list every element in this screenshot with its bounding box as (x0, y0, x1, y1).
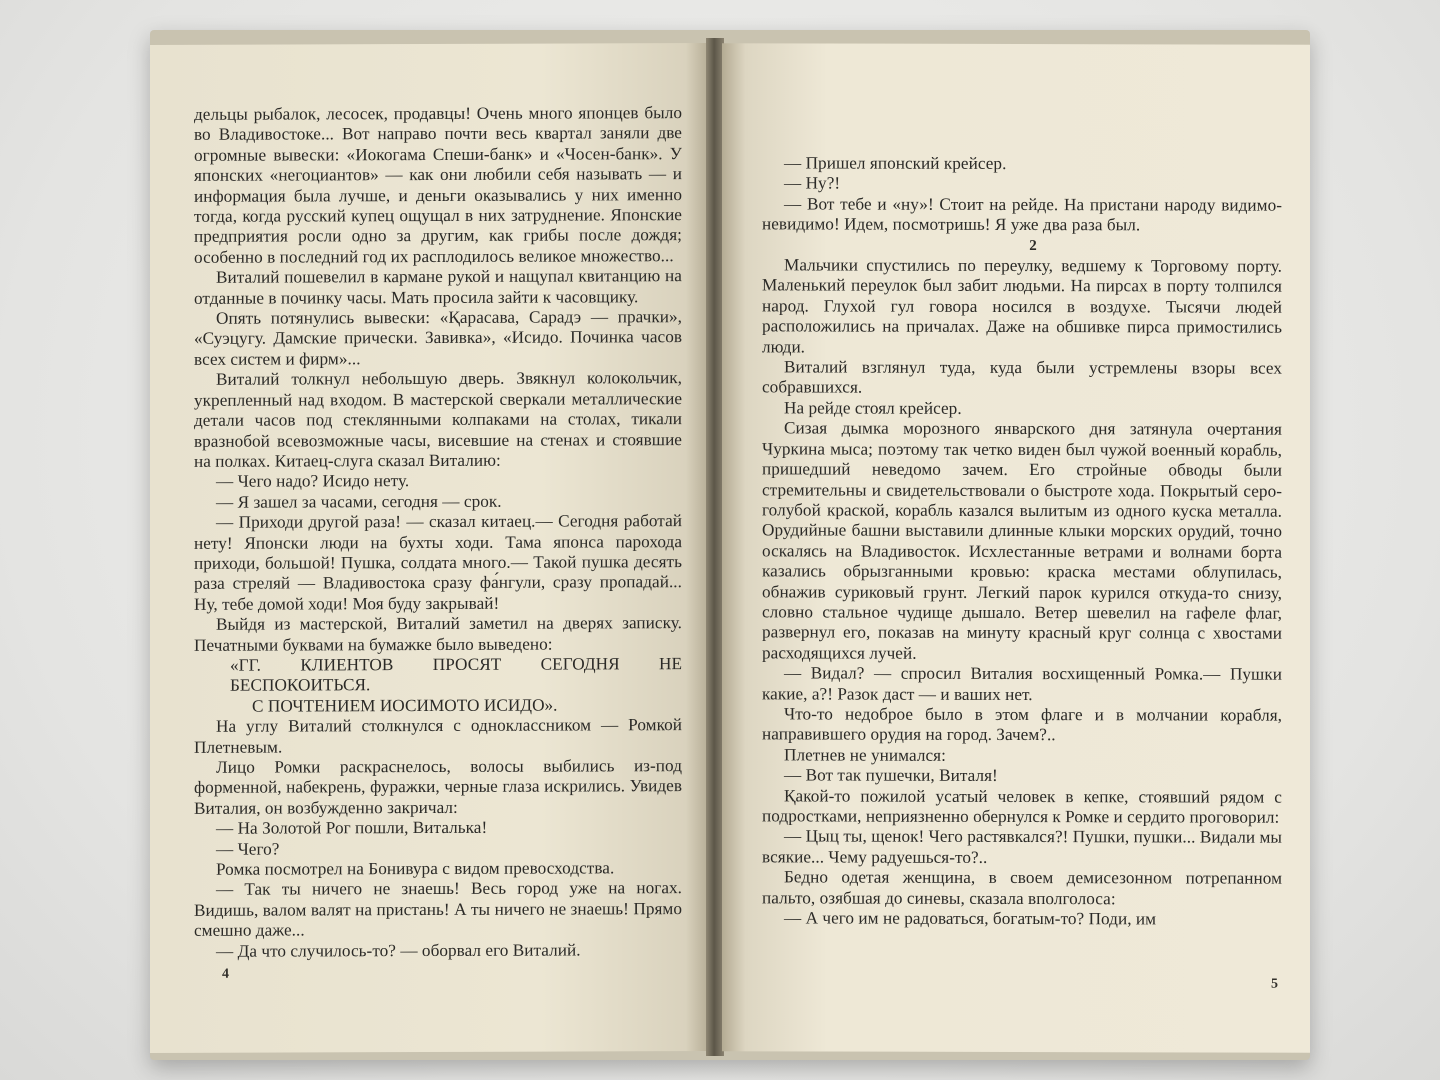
paragraph: — Да что случилось-то? — оборвал его Виталий. (216, 940, 581, 961)
paragraph: Выйдя из мастерской, Виталий заметил на дверях записку. Печатными буквами на бумажке было выведено: (194, 613, 682, 655)
page-number: 5 (1271, 976, 1278, 992)
paragraph: — На Золотой Рог пошли, Виталька! (216, 818, 488, 838)
paragraph: Бедно одетая женщина, в своем демисезонном потрепанном пальто, озябшая до синевы, сказала вполголоса: (762, 867, 1282, 908)
page-number: 4 (222, 966, 229, 982)
right-page-text (762, 153, 1282, 930)
paragraph: На рейде стоял крейсер. (784, 398, 962, 418)
notice-line: «ГГ. КЛИЕНТОВ ПРОСЯТ СЕГОДНЯ НЕ БЕСПОКОИТЬСЯ. (230, 654, 682, 696)
chapter-number: 2 (1029, 237, 1037, 254)
paragraph: Виталий толкнул небольшую дверь. Звякнул колокольчик, укрепленный над входом. В мастерской сверкали металлические детали часов под стеклянными колпаками на столах, тикали вразнобой всевозможные часы, висевшие на стенах и стоявшие на полках. Китаец-слуга сказал Виталию: (194, 368, 682, 471)
notice-line: С ПОЧТЕНИЕМ ИОСИМОТО ИСИДО». (252, 695, 558, 716)
paragraph: — Приходи другой раза! — сказал китаец.— Сегодня работай нету! Японски люди на бухты ходи. Тама японса парохода приходи, большой! Пушка, солдата много.— Такой пушка десять раза стреляй — Владивостока сразу фа́нгули, сразу пропадай... Ну, тебе домой ходи! Моя буду закрывай! (194, 511, 682, 614)
paragraph: — Так ты ничего не знаешь! Весь город уже на ногах. Видишь, валом валят на пристань! А ты ничего не знаешь! Прямо смешно даже... (194, 878, 682, 941)
paragraph: Виталий взглянул туда, куда были устремлены взоры всех собравшихся. (762, 357, 1282, 398)
paragraph: — Я зашел за часами, сегодня — срок. (216, 491, 502, 512)
paragraph: Мальчики спустились по переулку, ведшему к Торговому порту. Маленький переулок был забит людьми. На пирсах в порту толпился народ. Глухой гул говора носился в воздухе. Тысячи людей расположились на причалах. Даже на обшивке пирса примостились люди. (762, 255, 1282, 357)
paragraph: Сизая дымка морозного январского дня затянула очертания Чуркина мыса; поэтому так четко виден был чужой военный корабль, пришедший неведомо зачем. Его стройные обводы были стремительны и свидетельствовали о быстроте хода. Покрытый серо-голубой краской, корабль казался вылитым из одного куска металла. Орудийные башни выставили длинные клыки морских орудий, точно оскалясь на Владивосток. Исхлестанные ветрами и волнами борта казались обрызганными кровью: краска местами облупилась, обнажив суриковый грунт. Легкий парок курился откуда-то снизу, словно стальное чудище дышало. Ветер шевелил на гафеле флаг, развернул его, показав на минуту красный круг солнца с хвостами расходящихся лучей. (762, 418, 1282, 663)
paragraph: Виталий пошевелил в кармане рукой и нащупал квитанцию на отданные в починку часы. Мать просила зайти к часовщику. (194, 266, 682, 308)
paragraph: — Вот так пушечки, Виталя! (784, 765, 998, 786)
paragraph: дельцы рыбалок, лесосек, продавцы! Очень много японцев было во Владивостоке... Вот направо почти весь квартал заняли две огромные вывески: «Иокогама Спеши-банк» и «Чосен-банк». У японских «негоциантов» — как они любили себя называть — и информация была лучше, и деньги оказывались у них именно тогда, когда русский купец ощущал в них затруднение. Японские предприятия росли одно за другим, как грибы после дождя; особенно в последний год их расплодилось великое множество... (194, 103, 682, 267)
paragraph: Что-то недоброе было в этом флаге и в молчании корабля, направившего орудия на город. Зачем?.. (762, 704, 1282, 745)
paragraph: Қакой-то пожилой усатый человек в кепке, стоявший рядом с подростками, неприязненно обернулся к Ромке и сердито проговорил: (762, 785, 1282, 827)
paragraph: — Ну?! (784, 173, 841, 193)
left-page-text (194, 103, 682, 962)
paragraph: — Видал? — спросил Виталия восхищенный Ромка.— Пушки какие, а?! Разок даст — и ваших нет. (762, 663, 1282, 704)
left-page (150, 43, 708, 1053)
paragraph: — Чего? (216, 839, 280, 859)
paragraph: — Вот тебе и «ну»! Стоит на рейде. На пристани народу видимо-невидимо! Идем, посмотришь! Я уже два раза был. (762, 194, 1282, 235)
paragraph: Опять потянулись вывески: «Қарасава, Сарадэ — прачки», «Суэцугу. Дамские прически. Завивка», «Исидо. Починка часов всех систем и фирм»... (194, 307, 682, 369)
paragraph: Лицо Ромки раскраснелось, волосы выбились из-под форменной, набекрень, фуражки, черные глаза искрились. Увидев Виталия, он возбужденно закричал: (194, 756, 682, 818)
paragraph: На углу Виталий столкнулся с одноклассником — Ромкой Плетневым. (194, 715, 682, 757)
right-page (722, 43, 1310, 1053)
paragraph: — Цыц ты, щенок! Чего растявкался?! Пушки, пушки... Видали мы всякие... Чему радуешься-то?.. (762, 826, 1282, 867)
paragraph: — Пришел японский крейсер. (784, 153, 1007, 173)
paragraph: Плетнев не унимался: (784, 745, 946, 765)
paragraph: Ромка посмотрел на Бонивура с видом превосходства. (216, 858, 615, 879)
open-book (150, 30, 1310, 1060)
paragraph: — А чего им не радоваться, богатым-то? Поди, им (784, 908, 1157, 929)
paragraph: — Чего надо? Исидо нету. (216, 471, 410, 492)
